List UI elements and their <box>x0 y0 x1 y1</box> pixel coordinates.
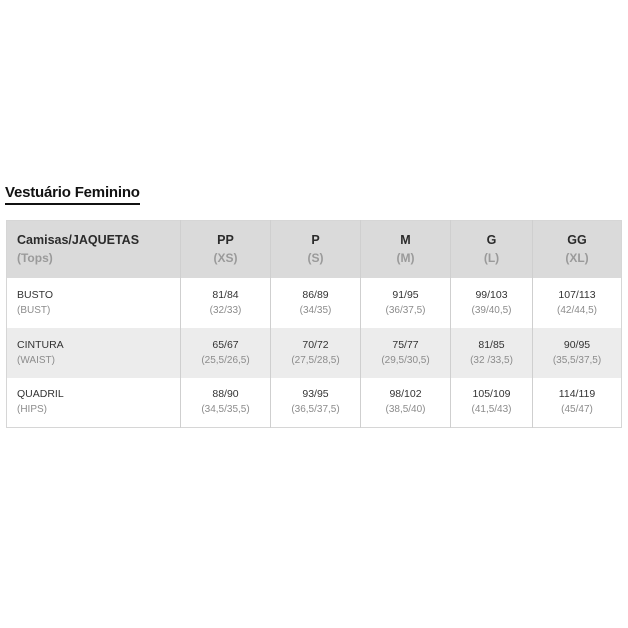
size-sublabel: (XL) <box>565 251 589 266</box>
table-row-hips <box>7 378 622 428</box>
measurement-in: (32/33) <box>209 304 242 316</box>
page-title: Vestuário Feminino <box>5 184 140 205</box>
measurement-cm: 70/72 <box>302 338 329 351</box>
size-chart-table <box>6 220 622 428</box>
size-label: GG <box>567 233 587 248</box>
measurement-cm: 86/89 <box>302 288 329 301</box>
header-size-pp <box>181 221 271 278</box>
table-header-row <box>7 221 622 278</box>
measurement-cell <box>361 278 451 328</box>
measurement-in: (34,5/35,5) <box>201 404 250 416</box>
row-label-cell <box>7 278 181 328</box>
header-category-cell <box>7 221 181 278</box>
row-label-cell <box>7 378 181 428</box>
measurement-cell <box>361 328 451 378</box>
measurement-cm: 98/102 <box>389 388 422 401</box>
measurement-cm: 90/95 <box>563 338 591 351</box>
measurement-cell <box>271 278 361 328</box>
row-label: QUADRIL <box>17 388 64 401</box>
row-label-cell <box>7 328 181 378</box>
measurement-in: (45/47) <box>561 404 593 416</box>
size-sublabel: (S) <box>307 251 324 266</box>
measurement-cm: 81/85 <box>478 338 505 351</box>
measurement-cm: 88/90 <box>212 388 239 401</box>
measurement-cm: 114/119 <box>558 388 596 401</box>
measurement-cm: 99/103 <box>475 288 508 301</box>
measurement-in: (42/44,5) <box>556 304 598 316</box>
size-sublabel: (XS) <box>213 251 238 266</box>
measurement-in: (29,5/30,5) <box>381 354 430 366</box>
measurement-in: (35,5/37,5) <box>552 354 602 366</box>
measurement-cell <box>533 328 622 378</box>
measurement-cell <box>533 378 622 428</box>
measurement-cell <box>271 328 361 378</box>
row-sublabel: (HIPS) <box>17 404 47 416</box>
measurement-in: (38,5/40) <box>385 404 426 416</box>
header-category-sublabel: (Tops) <box>17 251 53 266</box>
measurement-cell <box>451 378 533 428</box>
size-label: PP <box>217 233 234 248</box>
measurement-cell <box>451 278 533 328</box>
row-label: BUSTO <box>17 288 53 301</box>
header-category-label: Camisas/JAQUETAS <box>17 233 140 248</box>
measurement-cell <box>181 278 271 328</box>
measurement-cell <box>181 328 271 378</box>
measurement-cell <box>533 278 622 328</box>
measurement-in: (32 /33,5) <box>470 354 513 366</box>
size-label: M <box>400 233 411 248</box>
measurement-in: (41,5/43) <box>471 404 512 416</box>
measurement-cm: 81/84 <box>212 288 239 301</box>
row-label: CINTURA <box>17 338 64 351</box>
measurement-in: (27,5/28,5) <box>291 354 340 366</box>
measurement-in: (34/35) <box>299 304 332 316</box>
row-sublabel: (WAIST) <box>17 354 55 366</box>
measurement-in: (39/40,5) <box>471 304 512 316</box>
measurement-cell <box>271 378 361 428</box>
measurement-cm: 65/67 <box>212 338 239 351</box>
header-size-m <box>361 221 451 278</box>
measurement-in: (36,5/37,5) <box>291 404 340 416</box>
measurement-in: (36/37,5) <box>385 304 426 316</box>
table-row-bust <box>7 278 622 328</box>
header-size-g <box>451 221 533 278</box>
size-sublabel: (L) <box>483 251 500 266</box>
measurement-cm: 105/109 <box>472 388 511 401</box>
size-label: G <box>486 233 497 248</box>
measurement-cell <box>361 378 451 428</box>
size-label: P <box>311 233 320 248</box>
measurement-cm: 107/113 <box>558 288 596 301</box>
measurement-in: (25,5/26,5) <box>201 354 250 366</box>
measurement-cm: 93/95 <box>302 388 329 401</box>
table-row-waist <box>7 328 622 378</box>
header-size-p <box>271 221 361 278</box>
row-sublabel: (BUST) <box>17 304 51 316</box>
measurement-cm: 91/95 <box>392 288 419 301</box>
size-sublabel: (M) <box>396 251 415 266</box>
measurement-cell <box>451 328 533 378</box>
measurement-cell <box>181 378 271 428</box>
measurement-cm: 75/77 <box>392 338 419 351</box>
header-size-gg <box>533 221 622 278</box>
